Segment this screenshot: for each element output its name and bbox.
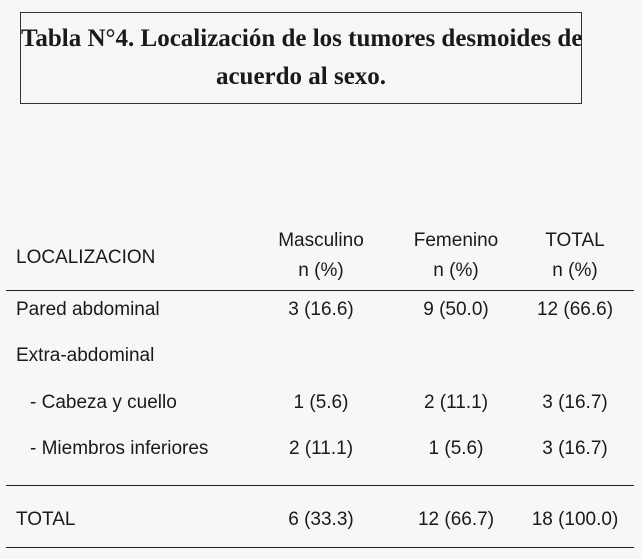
row-masculino: 2 (11.1) <box>288 438 354 459</box>
header-femenino-label: Femenino <box>413 230 499 251</box>
total-masculino: 6 (33.3) <box>288 509 354 530</box>
header-masculino-unit: n (%) <box>298 260 344 281</box>
total-femenino: 12 (66.7) <box>417 509 495 530</box>
row-masculino: 1 (5.6) <box>293 392 349 413</box>
total-total: 18 (100.0) <box>531 509 619 530</box>
header-femenino <box>391 226 521 286</box>
header-localizacion: LOCALIZACION <box>16 247 156 268</box>
row-label: - Cabeza y cuello <box>30 392 177 413</box>
row-total: 3 (16.7) <box>542 392 608 413</box>
table-row <box>6 434 634 464</box>
table-title-box <box>20 12 582 104</box>
table-row <box>6 388 634 418</box>
table-title-line-2: acuerdo al sexo. <box>215 63 387 90</box>
row-femenino: 2 (11.1) <box>423 392 489 413</box>
row-label: Pared abdominal <box>16 299 160 320</box>
header-total-unit: n (%) <box>552 260 598 281</box>
table-row <box>6 341 634 371</box>
row-masculino: 3 (16.6) <box>288 299 354 320</box>
table-header-row <box>6 226 634 290</box>
table-title-line-1: Tabla N°4. Localización de los tumores desmoides de <box>21 25 583 52</box>
row-femenino: 1 (5.6) <box>428 438 484 459</box>
table-total-row <box>6 505 634 535</box>
row-label: Extra-abdominal <box>16 345 155 366</box>
header-total <box>516 226 634 286</box>
header-femenino-unit: n (%) <box>433 260 479 281</box>
row-label: - Miembros inferiores <box>30 438 209 459</box>
table-row <box>6 295 634 325</box>
total-label: TOTAL <box>16 509 76 530</box>
header-masculino <box>261 226 381 286</box>
header-rule <box>6 290 634 291</box>
row-femenino: 9 (50.0) <box>423 299 489 320</box>
header-masculino-label: Masculino <box>278 230 364 251</box>
row-total: 3 (16.7) <box>542 438 608 459</box>
total-rule <box>6 485 634 486</box>
row-total: 12 (66.6) <box>536 299 614 320</box>
header-total-label: TOTAL <box>545 230 605 251</box>
bottom-rule <box>6 547 634 548</box>
